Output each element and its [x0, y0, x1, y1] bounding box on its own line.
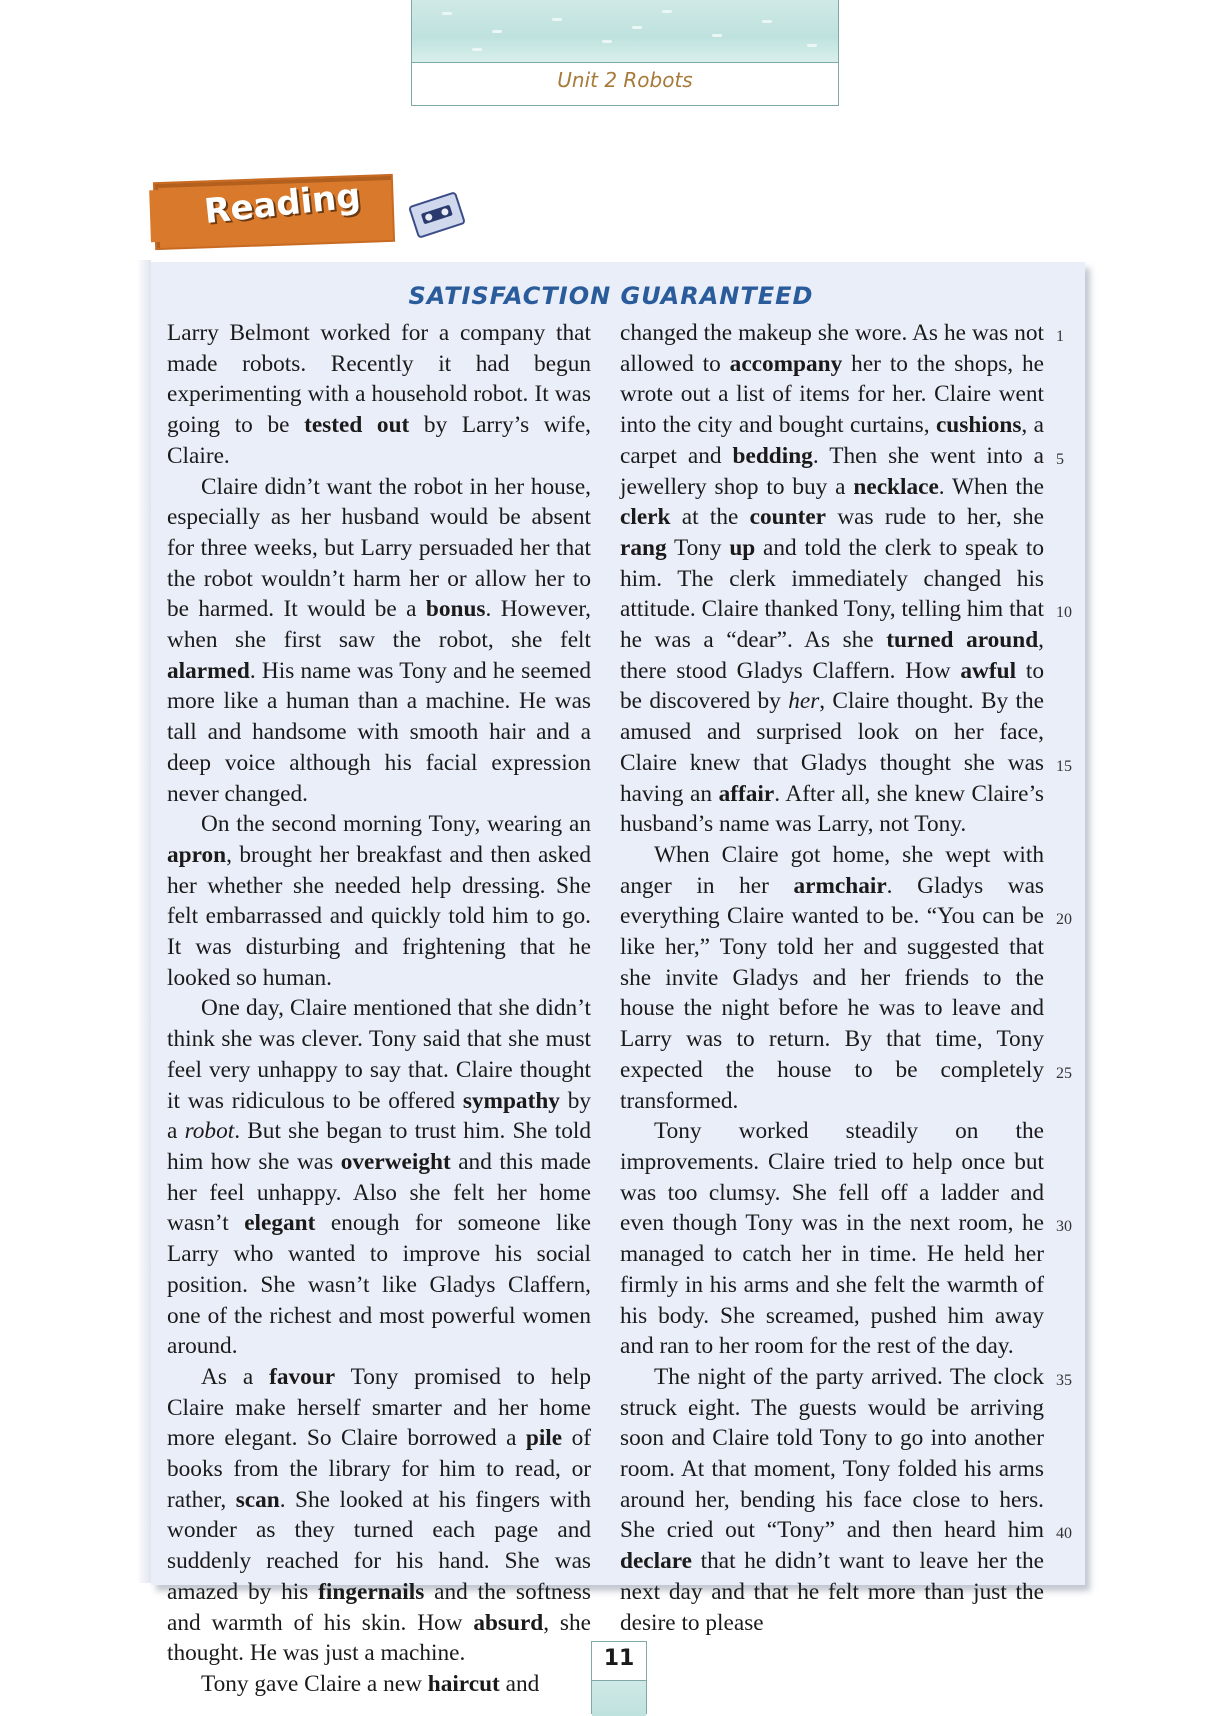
paragraph-text: and this made her feel unhappy. Also she felt her home wasn’t	[167, 1148, 591, 1237]
vocabulary-word: bedding	[732, 442, 813, 469]
paragraph-text: by a	[167, 1087, 591, 1145]
vocabulary-word: declare	[620, 1548, 693, 1575]
vocabulary-word: necklace	[853, 473, 939, 500]
story-paragraph	[620, 318, 1044, 840]
story-paragraph	[167, 993, 591, 1361]
line-number: 15	[1056, 757, 1072, 775]
vocabulary-word: alarmed	[167, 657, 250, 684]
paragraph-text: was rude to her, she	[826, 504, 1045, 531]
story-paragraph	[167, 809, 591, 993]
paragraph-text: her to the shops, he wrote out a list of items for her. Claire went into the city and bought curtains,	[620, 350, 1044, 439]
line-number: 40	[1056, 1525, 1072, 1543]
vocabulary-word: scan	[235, 1486, 280, 1513]
vocabulary-word: up	[729, 534, 756, 561]
vocabulary-word: fingernails	[318, 1578, 425, 1605]
water-pattern	[412, 0, 838, 62]
paragraph-text: . Then she went into a jewellery shop to buy a	[620, 442, 1044, 500]
story-paragraph	[620, 1116, 1044, 1362]
paragraph-text: changed the makeup she wore. As he was not allowed to	[620, 320, 1044, 377]
line-number: 35	[1056, 1371, 1072, 1389]
paragraph-text: Claire didn’t want the robot in her house, especially as her husband would be absent for three weeks, but Larry persuaded her that the robot wouldn’t harm her or allow her to be harmed. It would be a	[167, 473, 591, 623]
line-number: 30	[1056, 1218, 1072, 1236]
paragraph-text: . She looked at his fingers with wonder as they turned each page and suddenly reached for his hand. She was amazed by his	[167, 1486, 591, 1605]
story-paragraph	[167, 1362, 591, 1669]
paragraph-text: . When the	[938, 473, 1045, 500]
unit-header	[411, 0, 839, 106]
story-paragraph	[167, 318, 591, 472]
paragraph-text: Tony gave Claire a new	[201, 1670, 428, 1697]
header-divider	[412, 62, 838, 63]
paragraph-text: , a carpet and	[620, 412, 1044, 469]
line-number: 10	[1056, 604, 1072, 622]
vocabulary-word: awful	[960, 657, 1017, 684]
paragraph-text: Tony worked steadily on the improvements. Claire tried to help once but was too clumsy. She fell off a ladder and even though Tony was in the next room, he managed to catch her in time. He held her firmly in his arms and she felt the warmth of his body. She screamed, pushed him away and ran to her room for the rest of the day.	[620, 1118, 1044, 1360]
paragraph-text: . Gladys was everything Claire wanted to be. “You can be like her,” Tony told her and suggested that she invite Gladys and her friends to the house the night before he was to leave and Larry was to return. By that time, Tony expected the house to be completely transformed.	[620, 872, 1044, 1114]
vocabulary-word: sympathy	[462, 1087, 560, 1114]
story-paragraph	[167, 1669, 591, 1700]
paragraph-text: The night of the party arrived. The clock struck eight. The guests would be arriving soon and Claire told Tony to go into another room. At that moment, Tony folded his arms around her, bending his face close to hers. She cried out “Tony” and then heard him	[620, 1363, 1044, 1544]
page-number-tab	[591, 1641, 647, 1714]
paragraph-text: , there stood Gladys Claffern. How	[620, 627, 1044, 684]
paragraph-text: . But she began to trust him. She told him how she was	[167, 1118, 591, 1175]
paragraph-text: . However, when she first saw the robot, she felt	[167, 596, 591, 654]
paragraph-text: , Claire thought. By the amused and surprised look on her face, Claire knew that Gladys thought she was having an	[620, 688, 1044, 807]
story-left-column	[167, 318, 591, 1700]
vocabulary-word: bonus	[425, 596, 486, 623]
paragraph-text: As a	[201, 1363, 270, 1390]
vocabulary-word: absurd	[473, 1609, 544, 1636]
story-paragraph	[167, 472, 591, 810]
vocabulary-word: counter	[749, 504, 827, 531]
paragraph-text: at the	[670, 504, 750, 531]
vocabulary-word: haircut	[427, 1670, 500, 1697]
paragraph-text: of books from the library for him to read, or rather,	[167, 1425, 591, 1513]
paragraph-text: Tony	[666, 534, 730, 561]
paragraph-text: to be discovered by	[620, 657, 1044, 715]
paragraph-text: and the softness and warmth of his skin. How	[167, 1578, 591, 1636]
vocabulary-word: clerk	[620, 504, 671, 531]
paragraph-text: . After all, she knew Claire’s husband’s name was Larry, not Tony.	[620, 780, 1044, 838]
vocabulary-word: accompany	[729, 350, 843, 377]
cassette-tape-icon	[408, 191, 466, 239]
vocabulary-word: elegant	[244, 1210, 316, 1237]
emphasis-text: her	[788, 688, 820, 715]
line-number: 1	[1056, 328, 1064, 345]
paragraph-text: One day, Claire mentioned that she didn’t think she was clever. Tony said that she must feel very unhappy to say that. Claire thought it was ridiculous to be offered	[167, 995, 591, 1114]
paragraph-text: that he didn’t want to leave her the next day and that he felt more than just the desire to please	[620, 1548, 1044, 1636]
line-number: 25	[1056, 1064, 1072, 1082]
emphasis-text: robot	[184, 1118, 235, 1145]
vocabulary-word: turned around	[886, 627, 1039, 654]
unit-title: Unit 2 Robots	[557, 68, 693, 92]
paragraph-text: Larry Belmont worked for a company that made robots. Recently it had begun experimenting with a household robot. It was going to be	[167, 320, 591, 439]
vocabulary-word: rang	[620, 534, 667, 561]
page-number-strip	[592, 1680, 646, 1716]
paragraph-text: When Claire got home, she wept with anger in her	[620, 841, 1044, 899]
line-number: 5	[1056, 450, 1064, 468]
story-paragraph	[620, 1362, 1044, 1638]
vocabulary-word: armchair	[793, 872, 887, 899]
paragraph-text: , she thought. He was just a machine.	[167, 1609, 591, 1667]
paragraph-text: and told the clerk to speak to him. The clerk immediately changed his attitude. Claire thanked Tony, telling him that he was a “dear”. As she	[620, 534, 1044, 654]
paragraph-text: enough for someone like Larry who wanted to improve his social position. She wasn’t like Gladys Claffern, one of the richest and most powerful women around.	[167, 1210, 591, 1360]
vocabulary-word: overweight	[340, 1148, 451, 1175]
paragraph-text: . His name was Tony and he seemed more like a human than a machine. He was tall and handsome with smooth hair and a deep voice although his facial expression never changed.	[167, 657, 591, 807]
vocabulary-word: cushions	[935, 412, 1022, 439]
vocabulary-word: apron	[167, 841, 227, 868]
paragraph-text: Tony promised to help Claire make herself smarter and her home more elegant. So Claire borrowed a	[167, 1363, 591, 1452]
paragraph-text: On the second morning Tony, wearing an	[201, 811, 591, 838]
paragraph-text: by Larry’s wife, Claire.	[167, 412, 591, 469]
story-paragraph	[620, 840, 1044, 1116]
vocabulary-word: pile	[525, 1425, 563, 1452]
vocabulary-word: tested out	[304, 412, 410, 439]
page-number: 11	[603, 1646, 635, 1671]
line-number: 20	[1056, 911, 1072, 929]
story-right-column	[620, 318, 1044, 1638]
vocabulary-word: affair	[718, 780, 775, 807]
story-title: SATISFACTION GUARANTEED	[408, 282, 814, 310]
reading-label: Reading	[202, 175, 363, 233]
vocabulary-word: favour	[269, 1363, 336, 1390]
paragraph-text: and	[499, 1670, 540, 1697]
paragraph-text: , brought her breakfast and then asked her whether she needed help dressing. She felt embarrassed and quickly told him to go. It was disturbing and frightening that he looked so human.	[167, 841, 591, 991]
